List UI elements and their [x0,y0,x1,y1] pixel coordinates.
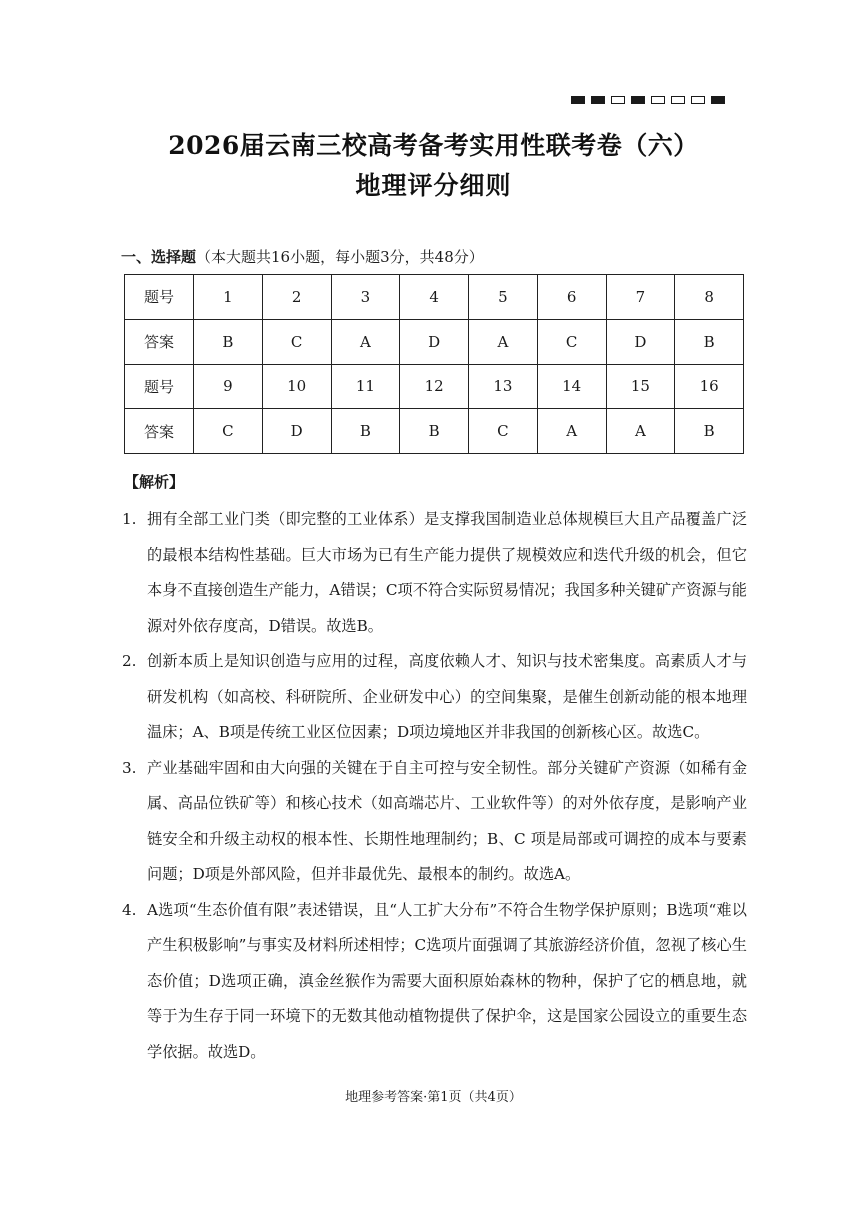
header-marks [571,96,725,104]
question-number: 10 [262,364,331,409]
empty-square-mark [611,96,625,104]
question-number: 7 [606,275,675,320]
page-title: 2026届云南三校高考备考实用性联考卷（六） [168,131,699,160]
item-number: 4. [122,900,137,919]
answer-cell: B [331,409,400,454]
answer-cell: A [331,319,400,364]
section-heading-label: 一、选择题 [121,248,197,266]
analysis-list [122,502,747,1070]
section-heading [121,246,484,267]
item-number: 1. [122,510,137,528]
question-number: 1 [194,275,263,320]
question-number: 5 [469,275,538,320]
answer-cell: B [400,409,469,454]
analysis-item [122,751,747,893]
question-number: 4 [400,275,469,320]
item-text: 拥有全部工业门类（即完整的工业体系）是支撑我国制造业总体规模巨大且产品覆盖广泛的最根本结构性基础。巨大市场为已有生产能力提供了规模效应和迭代升级的机会，但它本身不直接创造生产能力，A错误；C项不符合实际贸易情况；我国多种关键矿产资源与能源对外依存度高，D错误。故选B。 [147,510,747,635]
analysis-item [122,644,747,751]
empty-square-mark [651,96,665,104]
section-heading-note: （本大题共16小题，每小题3分，共48分） [196,248,484,266]
analysis-item [122,502,747,644]
page-subtitle: 地理评分细则 [355,171,512,200]
item-number: 3. [122,758,137,777]
table-row [125,275,744,320]
question-number: 15 [606,364,675,409]
filled-square-mark [711,96,725,104]
item-number: 2. [122,652,137,670]
answer-cell: C [469,409,538,454]
answer-cell: C [194,409,263,454]
page-footer: 地理参考答案·第1页（共4页） [345,1090,522,1105]
filled-square-mark [571,96,585,104]
question-number: 6 [537,275,606,320]
answer-cell: C [537,319,606,364]
answer-cell: B [194,319,263,364]
item-text: 创新本质上是知识创造与应用的过程，高度依赖人才、知识与技术密集度。高素质人才与研发机构（如高校、科研院所、企业研发中心）的空间集聚，是催生创新动能的根本地理温床；A、B项是传统工业区位因素；D项边境地区并非我国的创新核心区。故选C。 [147,652,747,741]
answer-table [124,274,744,454]
question-number: 3 [331,275,400,320]
answer-cell: B [675,319,744,364]
answer-cell: D [400,319,469,364]
question-number: 12 [400,364,469,409]
item-text: 产业基础牢固和由大向强的关键在于自主可控与安全韧性。部分关键矿产资源（如稀有金属、高品位铁矿等）和核心技术（如高端芯片、工业软件等）的对外依存度，是影响产业链安全和升级主动权的根本性、长期性地理制约；B、C 项是局部或可调控的成本与要素问题；D项是外部风险，但并非最优先、最根本的制约。故选A。 [147,758,747,883]
answer-cell: D [606,319,675,364]
row-label: 题号 [125,275,194,320]
answer-cell: A [606,409,675,454]
question-number: 13 [469,364,538,409]
filled-square-mark [631,96,645,104]
question-number: 9 [194,364,263,409]
question-number: 14 [537,364,606,409]
question-number: 11 [331,364,400,409]
table-row [125,409,744,454]
answer-cell: D [262,409,331,454]
row-label: 答案 [125,409,194,454]
table-row [125,364,744,409]
filled-square-mark [591,96,605,104]
answer-cell: A [537,409,606,454]
table-row [125,319,744,364]
empty-square-mark [691,96,705,104]
question-number: 8 [675,275,744,320]
question-number: 2 [262,275,331,320]
empty-square-mark [671,96,685,104]
row-label: 答案 [125,319,194,364]
analysis-heading: 【解析】 [124,473,185,491]
item-text: A选项“生态价值有限”表述错误，且“人工扩大分布”不符合生物学保护原则；B选项“难以产生积极影响”与事实及材料所述相悖；C选项片面强调了其旅游经济价值，忽视了核心生态价值；D选项正确，滇金丝猴作为需要大面积原始森林的物种，保护了它的栖息地，就等于为生存于同一环境下的无数其他动植物提供了保护伞，这是国家公园设立的重要生态学依据。故选D。 [147,900,747,1061]
row-label: 题号 [125,364,194,409]
question-number: 16 [675,364,744,409]
answer-cell: C [262,319,331,364]
answer-cell: B [675,409,744,454]
analysis-item [122,893,747,1071]
answer-cell: A [469,319,538,364]
